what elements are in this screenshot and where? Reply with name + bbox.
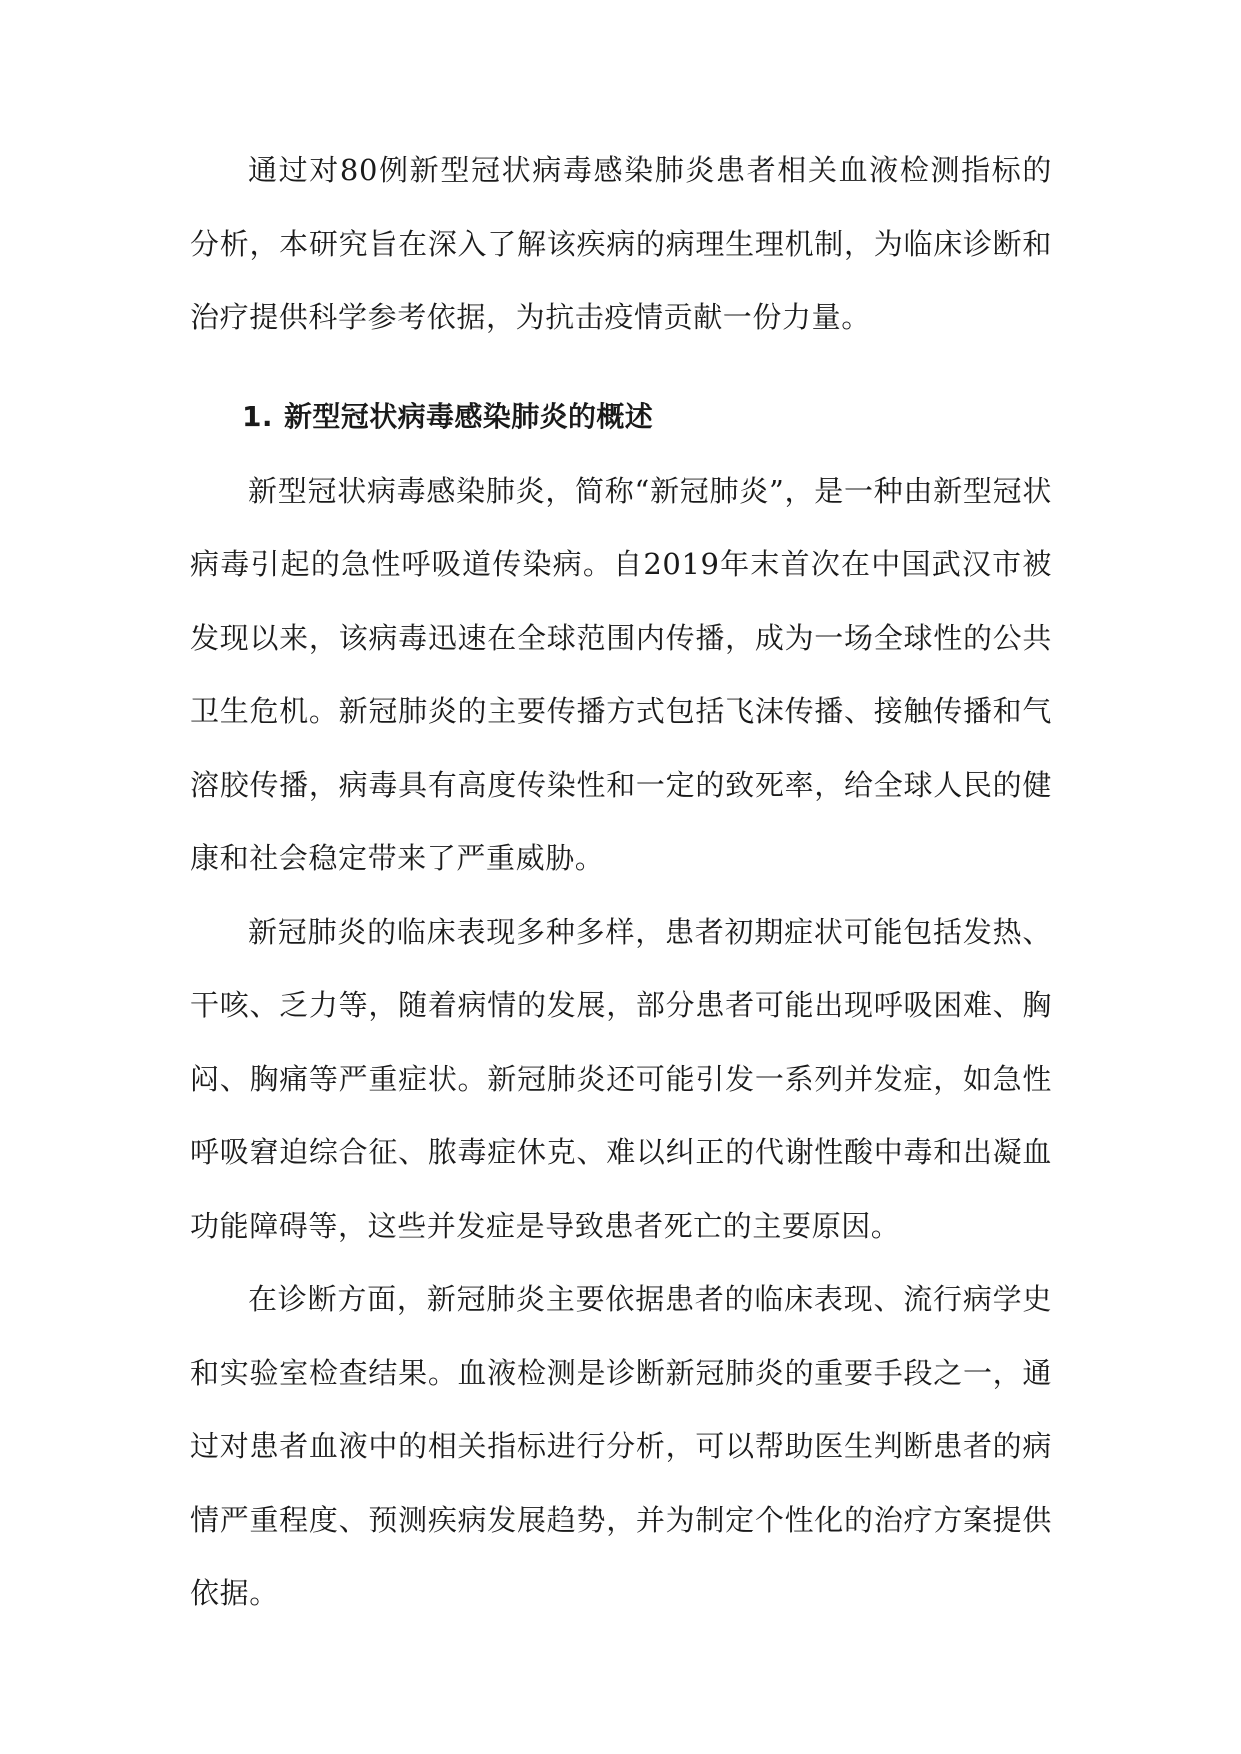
- section-number: 1.: [242, 399, 273, 433]
- section-title: 新型冠状病毒感染肺炎的概述: [284, 399, 654, 433]
- section-heading: [190, 387, 1052, 447]
- document-page: [190, 134, 1052, 1631]
- intro-paragraph: 通过对80例新型冠状病毒感染肺炎患者相关血液检测指标的分析，本研究旨在深入了解该疾病的病理生理机制，为临床诊断和治疗提供科学参考依据，为抗击疫情贡献一份力量。: [190, 153, 1052, 334]
- body-paragraph-2: 新冠肺炎的临床表现多种多样，患者初期症状可能包括发热、干咳、乏力等，随着病情的发展，部分患者可能出现呼吸困难、胸闷、胸痛等严重症状。新冠肺炎还可能引发一系列并发症，如急性呼吸窘迫综合征、脓毒症休克、难以纠正的代谢性酸中毒和出凝血功能障碍等，这些并发症是导致患者死亡的主要原因。: [190, 914, 1052, 1243]
- body-paragraph-1: 新型冠状病毒感染肺炎，简称“新冠肺炎”，是一种由新型冠状病毒引起的急性呼吸道传染病。自2019年末首次在中国武汉市被发现以来，该病毒迅速在全球范围内传播，成为一场全球性的公共卫生危机。新冠肺炎的主要传播方式包括飞沫传播、接触传播和气溶胶传播，病毒具有高度传染性和一定的致死率，给全球人民的健康和社会稳定带来了严重威胁。: [190, 473, 1052, 875]
- body-paragraph-3: 在诊断方面，新冠肺炎主要依据患者的临床表现、流行病学史和实验室检查结果。血液检测是诊断新冠肺炎的重要手段之一，通过对患者血液中的相关指标进行分析，可以帮助医生判断患者的病情严重程度、预测疾病发展趋势，并为制定个性化的治疗方案提供依据。: [190, 1282, 1052, 1610]
